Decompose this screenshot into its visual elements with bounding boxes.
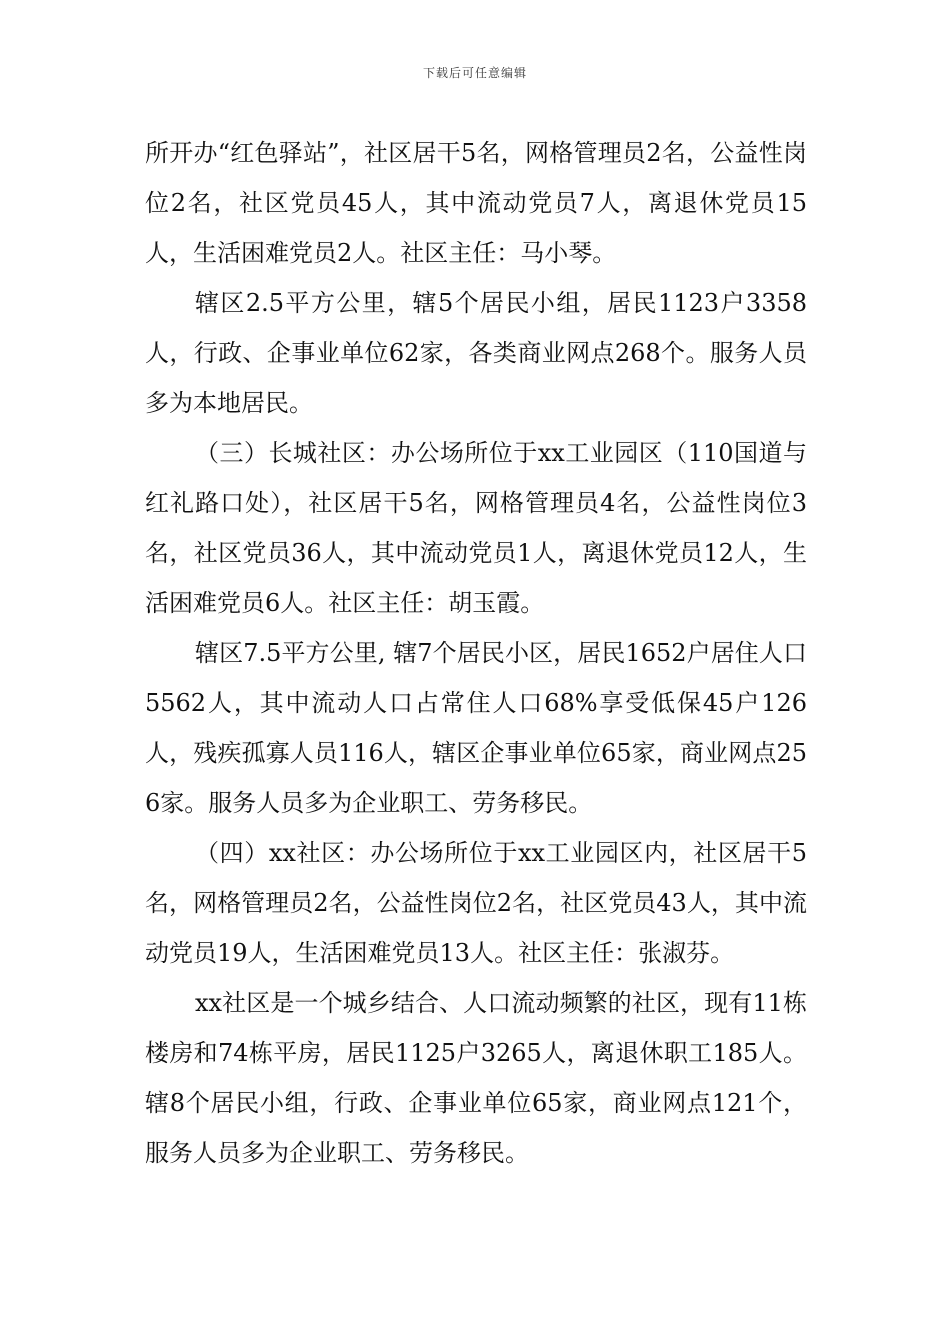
paragraph-6: xx社区是一个城乡结合、人口流动频繁的社区，现有11栋楼房和74栋平房，居民1125户3265人，离退休职工185人。辖8个居民小组，行政、企事业单位65家，商业网点121个，服务人员多为企业职工、劳务移民。	[145, 989, 807, 1167]
page-header: 下载后可任意编辑	[422, 66, 527, 80]
document-body	[145, 128, 807, 1178]
paragraph-3: （三）长城社区：办公场所位于xx工业园区（110国道与红礼路口处），社区居干5名，网格管理员4名，公益性岗位3名，社区党员36人，其中流动党员1人，离退休党员12人，生活困难党员6人。社区主任：胡玉霞。	[145, 439, 807, 617]
paragraph-4: 辖区7.5平方公里, 辖7个居民小区，居民1652户居住人口5562人，其中流动人口占常住人口68%享受低保45户126人，残疾孤寡人员116人，辖区企事业单位65家，商业网点256家。服务人员多为企业职工、劳务移民。	[145, 639, 807, 817]
paragraph-1: 所开办“红色驿站”，社区居干5名，网格管理员2名，公益性岗位2名，社区党员45人，其中流动党员7人，离退休党员15人，生活困难党员2人。社区主任：马小琴。	[145, 139, 807, 267]
paragraph-5: （四）xx社区：办公场所位于xx工业园区内，社区居干5名，网格管理员2名，公益性岗位2名，社区党员43人，其中流动党员19人，生活困难党员13人。社区主任：张淑芬。	[145, 839, 807, 967]
paragraph-2: 辖区2.5平方公里，辖5个居民小组，居民1123户3358人，行政、企事业单位62家，各类商业网点268个。服务人员多为本地居民。	[145, 289, 807, 417]
